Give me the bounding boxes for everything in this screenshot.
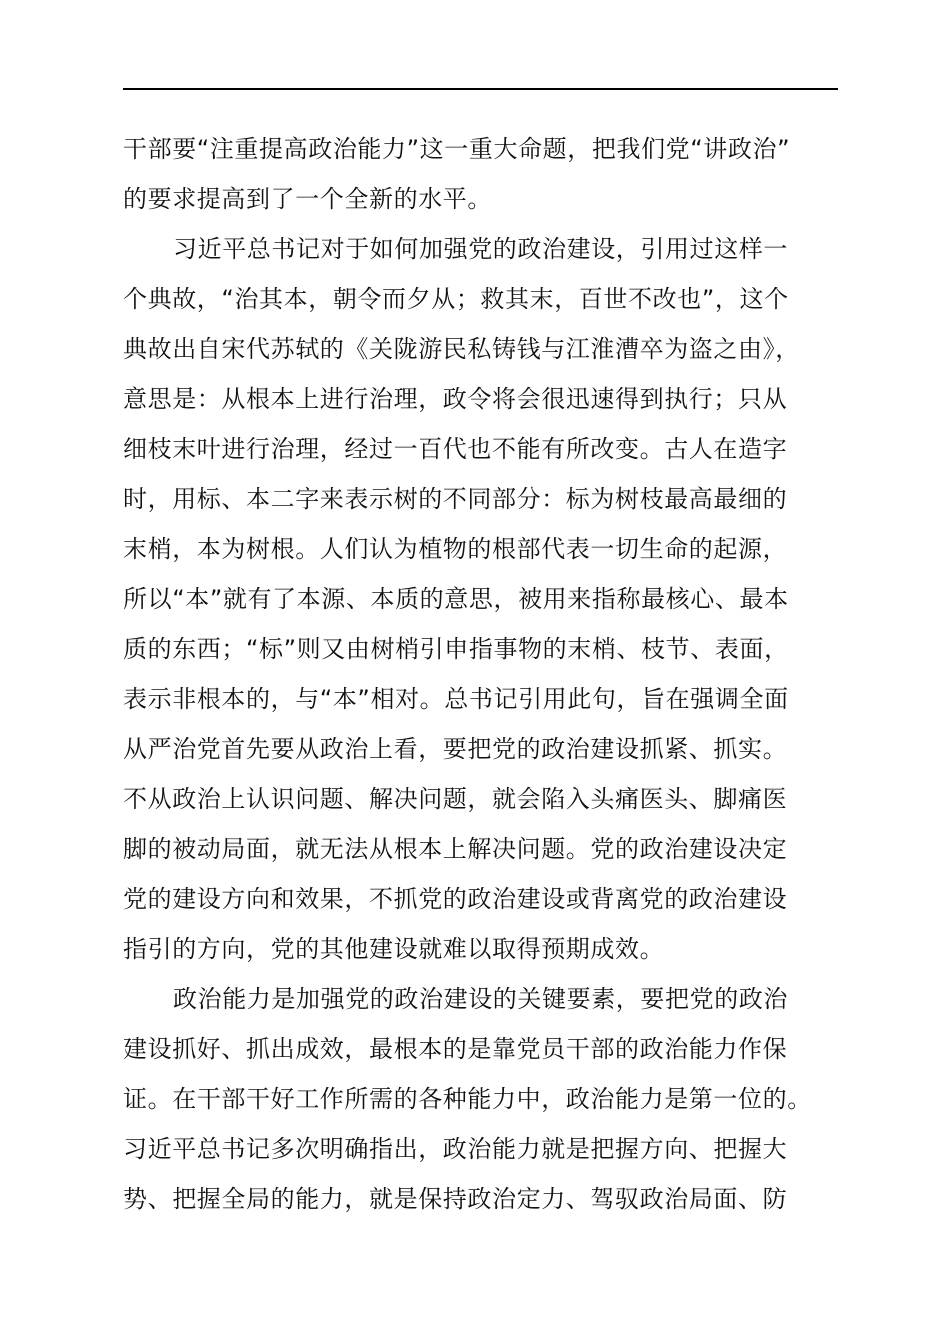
text-line: 建设抓好、抓出成效，最根本的是靠党员干部的政治能力作保 <box>123 1035 788 1063</box>
text-line: 政治能力是加强党的政治建设的关键要素，要把党的政治 <box>173 985 788 1013</box>
text-line: 细枝末叶进行治理，经过一百代也不能有所改变。古人在造字 <box>123 435 788 463</box>
text-line: 干部要“注重提高政治能力”这一重大命题，把我们党“讲政治” <box>123 135 791 163</box>
document-body <box>123 124 853 1224</box>
text-line: 脚的被动局面，就无法从根本上解决问题。党的政治建设决定 <box>123 835 788 863</box>
text-line: 典故出自宋代苏轼的《关陇游民私铸钱与江淮漕卒为盗之由》， <box>123 335 800 363</box>
text-line: 党的建设方向和效果，不抓党的政治建设或背离党的政治建设 <box>123 885 788 913</box>
header-rule <box>123 88 838 90</box>
text-line: 习近平总书记多次明确指出，政治能力就是把握方向、把握大 <box>123 1135 788 1163</box>
text-line: 势、把握全局的能力，就是保持政治定力、驾驭政治局面、防 <box>123 1185 788 1213</box>
paragraph <box>123 124 853 224</box>
text-line: 末梢，本为树根。人们认为植物的根部代表一切生命的起源， <box>123 535 788 563</box>
text-line: 不从政治上认识问题、解决问题，就会陷入头痛医头、脚痛医 <box>123 785 788 813</box>
text-line: 指引的方向，党的其他建设就难以取得预期成效。 <box>123 935 665 963</box>
text-line: 证。在干部干好工作所需的各种能力中，政治能力是第一位的。 <box>123 1085 812 1113</box>
paragraph <box>123 224 853 974</box>
text-line: 质的东西；“标”则又由树梢引申指事物的末梢、枝节、表面， <box>123 635 789 663</box>
text-line: 从严治党首先要从政治上看，要把党的政治建设抓紧、抓实。 <box>123 735 788 763</box>
paragraph <box>123 974 853 1224</box>
text-line: 习近平总书记对于如何加强党的政治建设，引用过这样一 <box>173 235 788 263</box>
text-line: 所以“本”就有了本源、本质的意思，被用来指称最核心、最本 <box>123 585 789 613</box>
text-line: 表示非根本的，与“本”相对。总书记引用此句，旨在强调全面 <box>123 685 789 713</box>
text-line: 时，用标、本二字来表示树的不同部分：标为树枝最高最细的 <box>123 485 788 513</box>
text-line: 意思是：从根本上进行治理，政令将会很迅速得到执行；只从 <box>123 385 788 413</box>
text-line: 个典故，“治其本，朝令而夕从；救其末，百世不改也”，这个 <box>123 285 789 313</box>
text-line: 的要求提高到了一个全新的水平。 <box>123 185 492 213</box>
